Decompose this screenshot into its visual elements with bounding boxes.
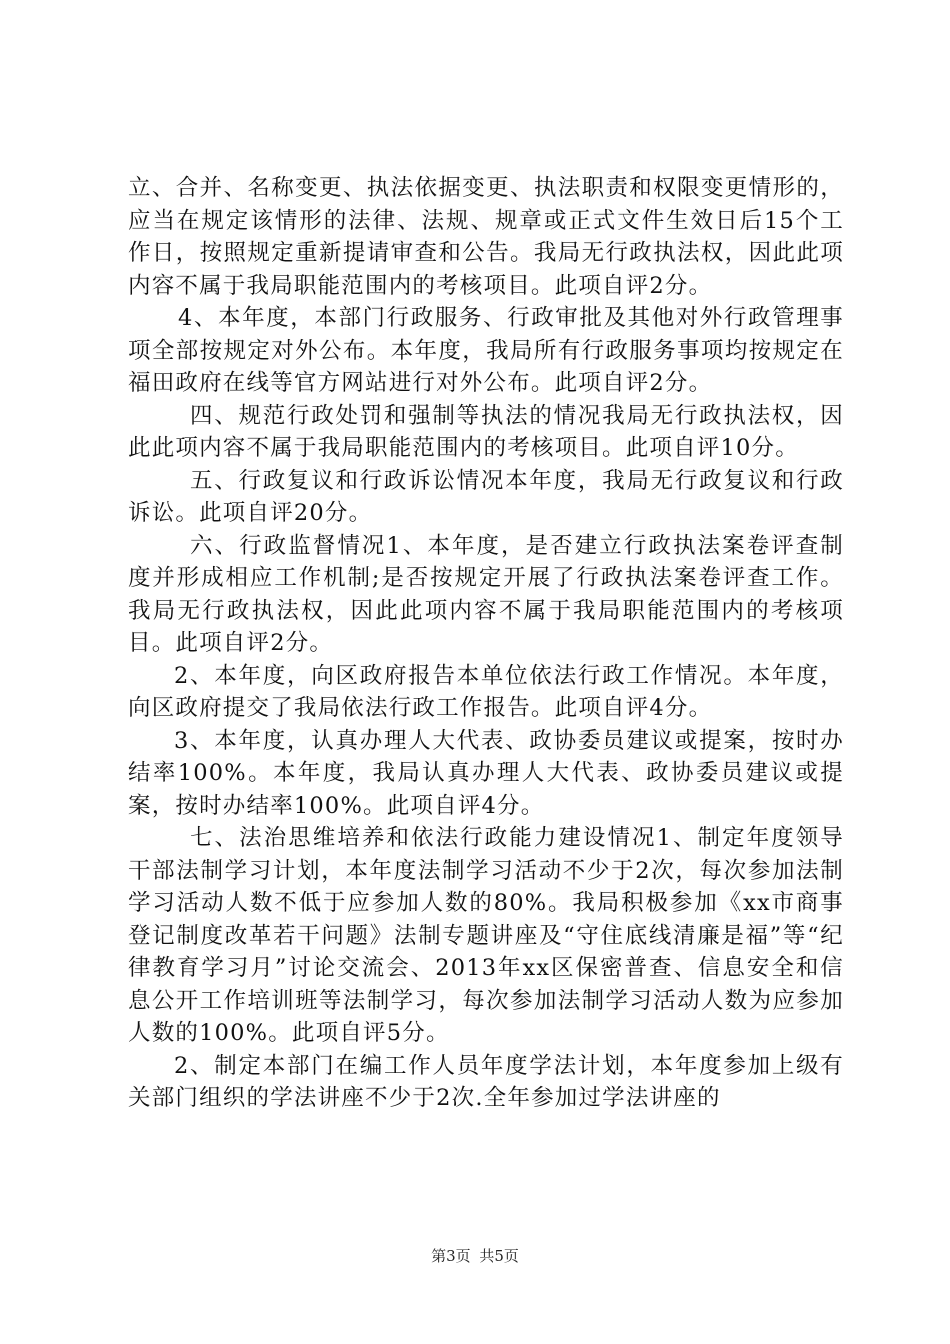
page-total: 共5页 <box>479 1247 519 1265</box>
paragraph-section-4: 四、规范行政处罚和强制等执法的情况我局无行政执法权，因此此项内容不属于我局职能范围内的考核项目。此项自评10分。 <box>128 402 844 461</box>
page-footer <box>0 1245 950 1266</box>
paragraph-section-5: 五、行政复议和行政诉讼情况本年度，我局无行政复议和行政诉讼。此项自评20分。 <box>128 467 844 526</box>
paragraph-section-6-item-2: 2、本年度，向区政府报告本单位依法行政工作情况。本年度，向区政府提交了我局依法行政工作报告。此项自评4分。 <box>128 662 844 721</box>
page-number: 第3页 <box>431 1247 471 1265</box>
paragraph-section-7-item-2: 2、制定本部门在编工作人员年度学法计划，本年度参加上级有关部门组织的学法讲座不少于2次.全年参加过学法讲座的 <box>128 1052 844 1111</box>
paragraph-section-7: 七、法治思维培养和依法行政能力建设情况1、制定年度领导干部法制学习计划，本年度法制学习活动不少于2次，每次参加法制学习活动人数不低于应参加人数的80%。我局积极参加《xx市商事登记制度改革若干问题》法制专题讲座及“守住底线清廉是福”等“纪律教育学习月”讨论交流会、2013年xx区保密普查、信息安全和信息公开工作培训班等法制学习，每次参加法制学习活动人数为应参加人数的100%。此项自评5分。 <box>128 825 844 1046</box>
paragraph-section-6: 六、行政监督情况1、本年度，是否建立行政执法案卷评查制度并形成相应工作机制;是否按规定开展了行政执法案卷评查工作。我局无行政执法权，因此此项内容不属于我局职能范围内的考核项目。此项自评2分。 <box>128 532 844 656</box>
paragraph-continuation: 立、合并、名称变更、执法依据变更、执法职责和权限变更情形的，应当在规定该情形的法律、法规、规章或正式文件生效日后15个工作日，按照规定重新提请审查和公告。我局无行政执法权，因此此项内容不属于我局职能范围内的考核项目。此项自评2分。 <box>128 175 844 299</box>
paragraph-item-4: 4、本年度，本部门行政服务、行政审批及其他对外行政管理事项全部按规定对外公布。本年度，我局所有行政服务事项均按规定在福田政府在线等官方网站进行对外公布。此项自评2分。 <box>128 305 844 396</box>
paragraph-section-6-item-3: 3、本年度，认真办理人大代表、政协委员建议或提案，按时办结率100%。本年度，我局认真办理人大代表、政协委员建议或提案，按时办结率100%。此项自评4分。 <box>128 727 844 819</box>
document-body <box>128 172 844 1115</box>
